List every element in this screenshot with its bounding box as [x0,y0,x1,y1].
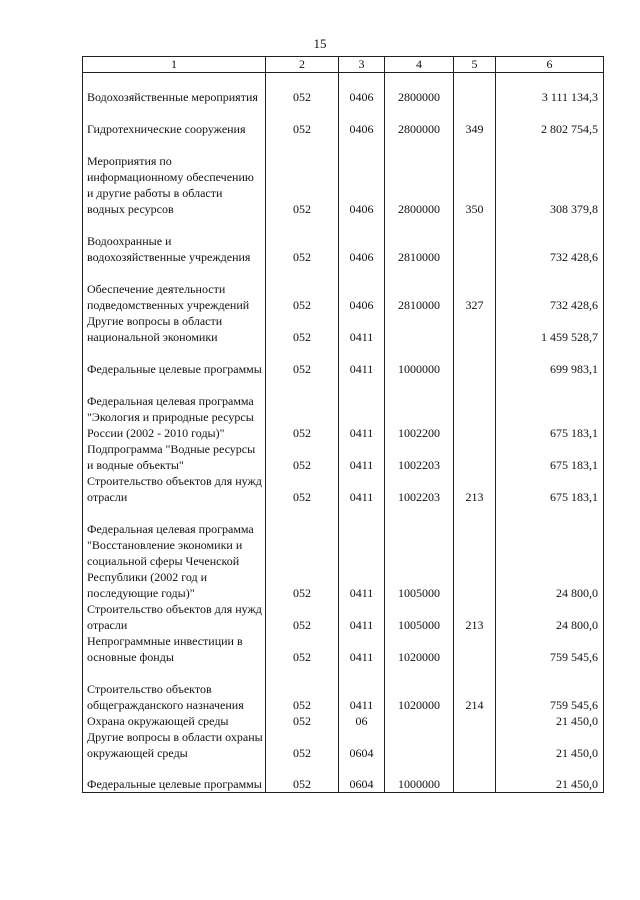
row-amount: 21 450,0 [496,713,604,729]
row-amount: 732 428,6 [496,265,604,313]
row-ministry-code: 052 [266,105,339,137]
table-row [83,441,604,473]
row-name: Строительство объектов для нужд отрасли [83,473,266,505]
row-name: Охрана окружающей среды [83,713,266,729]
row-target-item-code: 2800000 [385,137,454,217]
row-section-code: 06 [339,713,385,729]
row-expense-type-code: 213 [454,473,496,505]
row-expense-type-code [454,73,496,105]
row-section-code: 0406 [339,265,385,313]
row-expense-type-code: 327 [454,265,496,313]
row-target-item-code: 2810000 [385,265,454,313]
row-name: Другие вопросы в области национальной экономики [83,313,266,345]
row-amount: 21 450,0 [496,729,604,761]
row-name: Обеспечение деятельности подведомственных учреждений [83,265,266,313]
row-target-item-code: 1005000 [385,601,454,633]
row-section-code: 0411 [339,377,385,441]
row-target-item-code: 2800000 [385,73,454,105]
row-target-item-code: 1005000 [385,505,454,601]
row-ministry-code: 052 [266,729,339,761]
row-target-item-code: 2800000 [385,105,454,137]
table-row [83,505,604,601]
column-header-5: 5 [454,57,496,73]
row-amount: 2 802 754,5 [496,105,604,137]
row-amount: 675 183,1 [496,377,604,441]
row-amount: 3 111 134,3 [496,73,604,105]
table-row [83,73,604,105]
row-name: Мероприятия по информационному обеспечению и другие работы в области водных ресурсов [83,137,266,217]
row-ministry-code: 052 [266,665,339,713]
row-ministry-code: 052 [266,137,339,217]
table-row [83,265,604,313]
row-expense-type-code [454,761,496,793]
row-target-item-code [385,729,454,761]
row-expense-type-code [454,505,496,601]
row-ministry-code: 052 [266,217,339,265]
row-expense-type-code [454,713,496,729]
row-expense-type-code: 349 [454,105,496,137]
row-name: Водохозяйственные мероприятия [83,73,266,105]
row-amount: 24 800,0 [496,505,604,601]
row-name: Федеральные целевые программы [83,761,266,793]
row-target-item-code: 1002200 [385,377,454,441]
table-header-row [83,57,604,73]
row-expense-type-code: 213 [454,601,496,633]
column-header-1: 1 [83,57,266,73]
row-ministry-code: 052 [266,601,339,633]
row-section-code: 0406 [339,217,385,265]
row-name: Подпрограмма "Водные ресурсы и водные объекты" [83,441,266,473]
row-expense-type-code: 350 [454,137,496,217]
row-name: Строительство объектов для нужд отрасли [83,601,266,633]
column-header-3: 3 [339,57,385,73]
row-name: Федеральная целевая программа "Восстановление экономики и социальной сферы Чеченской Республики (2002 год и последующие годы)" [83,505,266,601]
table-row [83,105,604,137]
row-section-code: 0406 [339,105,385,137]
row-amount: 759 545,6 [496,665,604,713]
column-header-4: 4 [385,57,454,73]
row-ministry-code: 052 [266,713,339,729]
row-expense-type-code [454,441,496,473]
row-name: Федеральные целевые программы [83,345,266,377]
row-amount: 732 428,6 [496,217,604,265]
row-name: Строительство объектов общегражданского назначения [83,665,266,713]
row-amount: 675 183,1 [496,473,604,505]
row-target-item-code: 2810000 [385,217,454,265]
row-section-code: 0411 [339,345,385,377]
row-ministry-code: 052 [266,473,339,505]
table-row [83,601,604,633]
row-amount: 675 183,1 [496,441,604,473]
row-ministry-code: 052 [266,761,339,793]
row-name: Другие вопросы в области охраны окружающей среды [83,729,266,761]
table-row [83,761,604,793]
table-row [83,665,604,713]
row-amount: 1 459 528,7 [496,313,604,345]
row-name: Водоохранные и водохозяйственные учреждения [83,217,266,265]
row-target-item-code: 1020000 [385,633,454,665]
column-header-6: 6 [496,57,604,73]
row-expense-type-code: 214 [454,665,496,713]
table-row [83,729,604,761]
table-row [83,377,604,441]
row-section-code: 0411 [339,665,385,713]
row-ministry-code: 052 [266,73,339,105]
row-expense-type-code [454,377,496,441]
row-ministry-code: 052 [266,377,339,441]
row-name: Гидротехнические сооружения [83,105,266,137]
row-section-code: 0411 [339,633,385,665]
table-row [83,633,604,665]
row-section-code: 0411 [339,505,385,601]
row-expense-type-code [454,345,496,377]
table-row [83,313,604,345]
row-target-item-code: 1020000 [385,665,454,713]
row-section-code: 0604 [339,761,385,793]
row-target-item-code [385,313,454,345]
row-ministry-code: 052 [266,265,339,313]
row-section-code: 0411 [339,313,385,345]
page-number: 15 [313,36,327,51]
row-section-code: 0411 [339,601,385,633]
row-name: Федеральная целевая программа "Экология и природные ресурсы России (2002 - 2010 годы)" [83,377,266,441]
table-row [83,345,604,377]
row-name: Непрограммные инвестиции в основные фонды [83,633,266,665]
row-section-code: 0406 [339,73,385,105]
table-row [83,473,604,505]
row-ministry-code: 052 [266,441,339,473]
row-section-code: 0604 [339,729,385,761]
budget-table [82,56,604,793]
row-ministry-code: 052 [266,345,339,377]
row-ministry-code: 052 [266,633,339,665]
row-amount: 24 800,0 [496,601,604,633]
row-amount: 699 983,1 [496,345,604,377]
row-section-code: 0406 [339,137,385,217]
row-section-code: 0411 [339,473,385,505]
table-row [83,137,604,217]
row-ministry-code: 052 [266,313,339,345]
table-row [83,217,604,265]
row-expense-type-code [454,729,496,761]
row-target-item-code: 1002203 [385,441,454,473]
row-target-item-code: 1000000 [385,345,454,377]
row-target-item-code: 1002203 [385,473,454,505]
row-expense-type-code [454,313,496,345]
row-expense-type-code [454,633,496,665]
row-ministry-code: 052 [266,505,339,601]
table-row [83,713,604,729]
column-header-2: 2 [266,57,339,73]
row-expense-type-code [454,217,496,265]
row-target-item-code: 1000000 [385,761,454,793]
row-target-item-code [385,713,454,729]
row-amount: 308 379,8 [496,137,604,217]
row-amount: 21 450,0 [496,761,604,793]
row-amount: 759 545,6 [496,633,604,665]
row-section-code: 0411 [339,441,385,473]
